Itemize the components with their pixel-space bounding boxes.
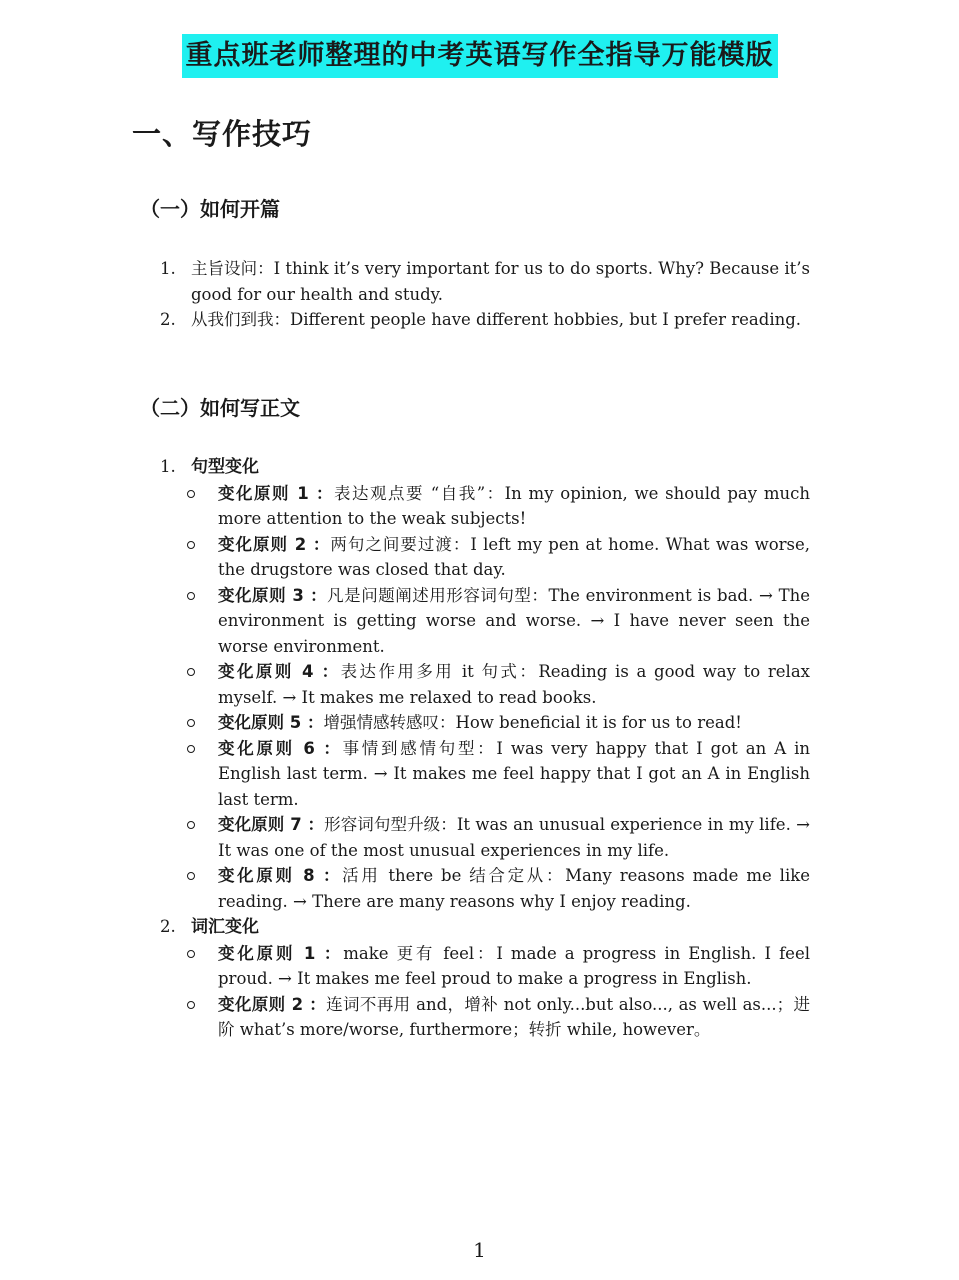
section-heading-writing-skills: 一、写作技巧 <box>132 117 313 151</box>
rule-item <box>160 659 810 710</box>
rule-item <box>160 481 810 532</box>
bullet-icon <box>187 1001 195 1009</box>
rule-item <box>160 812 810 863</box>
rule-label: 变化原则 3 ： <box>218 585 328 605</box>
bullet-icon <box>187 541 195 549</box>
list-item <box>160 914 810 941</box>
bullet-icon <box>187 950 195 958</box>
list-item <box>160 256 810 307</box>
bullet-icon <box>187 668 195 676</box>
rule-text: 凡是问题阐述用形容词句型：The environment is bad. → The environment is getting worse and worse. → I have never seen the worse environment. <box>218 585 810 656</box>
rule-label: 变化原则 2 ： <box>218 534 331 554</box>
rule-text: 两句之间要过渡：I left my pen at home. What was worse, the drugstore was closed that day. <box>218 534 810 579</box>
rule-label: 变化原则 4 ： <box>218 662 341 681</box>
rule-text: make 更有 feel：I made a progress in English. I feel proud. → It makes me feel proud to make a progress in English. <box>218 943 810 988</box>
rule-label: 变化原则 6 ： <box>218 738 343 758</box>
list-number: 1. <box>160 259 176 278</box>
rule-item <box>160 710 810 736</box>
page-number: 1 <box>473 1238 486 1262</box>
rule-item <box>160 583 810 660</box>
bullet-icon <box>187 872 195 880</box>
rule-item <box>160 992 810 1043</box>
bullet-icon <box>187 719 195 727</box>
rule-text: 连词不再用 and，增补 not only...but also..., as well as...；进阶 what’s more/worse, furthermore；转折 while, however。 <box>218 994 810 1039</box>
bullet-icon <box>187 490 195 498</box>
page-title-wrap <box>0 34 959 78</box>
list-number: 2. <box>160 917 176 936</box>
list-item <box>160 307 810 333</box>
list-number: 1. <box>160 457 176 476</box>
list-number: 2. <box>160 310 176 329</box>
body-list <box>160 454 810 1043</box>
bullet-icon <box>187 592 195 600</box>
rule-label: 变化原则 7 ： <box>218 815 325 834</box>
rule-text: 表达作用多用 it 句式：Reading is a good way to relax myself. → It makes me relaxed to read books. <box>218 662 810 707</box>
list-item-text: 主旨设问：I think it’s very important for us to do sports. Why? Because it’s good for our health and study. <box>191 259 810 304</box>
sentence-rules-list <box>160 481 810 915</box>
rule-item <box>160 863 810 914</box>
page-title: 重点班老师整理的中考英语写作全指导万能模版 <box>182 34 778 78</box>
group-heading: 词汇变化 <box>191 917 259 937</box>
rule-label: 变化原则 1 ： <box>218 483 334 503</box>
rule-label: 变化原则 1 ： <box>218 943 344 963</box>
rule-item <box>160 736 810 813</box>
rule-label: 变化原则 5 ： <box>218 713 324 732</box>
rule-text: 表达观点要 “自我”：In my opinion, we should pay much more attention to the weak subjects! <box>218 483 810 528</box>
list-item-text: 从我们到我：Different people have different hobbies, but I prefer reading. <box>191 310 802 329</box>
rule-text: 增强情感转感叹：How beneficial it is for us to read! <box>323 713 742 732</box>
rule-label: 变化原则 8 ： <box>218 866 343 885</box>
sub-heading-opening: （一）如何开篇 <box>140 197 280 221</box>
sub-heading-body: （二）如何写正文 <box>140 396 300 420</box>
rule-text: 形容词句型升级：It was an unusual experience in my life. → It was one of the most unusual experiences in my life. <box>218 815 810 860</box>
rule-item <box>160 532 810 583</box>
bullet-icon <box>187 745 195 753</box>
rule-label: 变化原则 2 ： <box>218 994 327 1014</box>
rule-text: 事情到感情句型：I was very happy that I got an A in English last term. → It makes me feel happy that I got an A in English last term. <box>218 738 810 809</box>
bullet-icon <box>187 821 195 829</box>
list-item <box>160 454 810 481</box>
opening-list <box>160 256 810 333</box>
rule-item <box>160 941 810 992</box>
group-heading: 句型变化 <box>191 457 259 477</box>
vocabulary-rules-list <box>160 941 810 1043</box>
rule-text: 活用 there be 结合定从：Many reasons made me like reading. → There are many reasons why I enjoy reading. <box>218 866 810 911</box>
